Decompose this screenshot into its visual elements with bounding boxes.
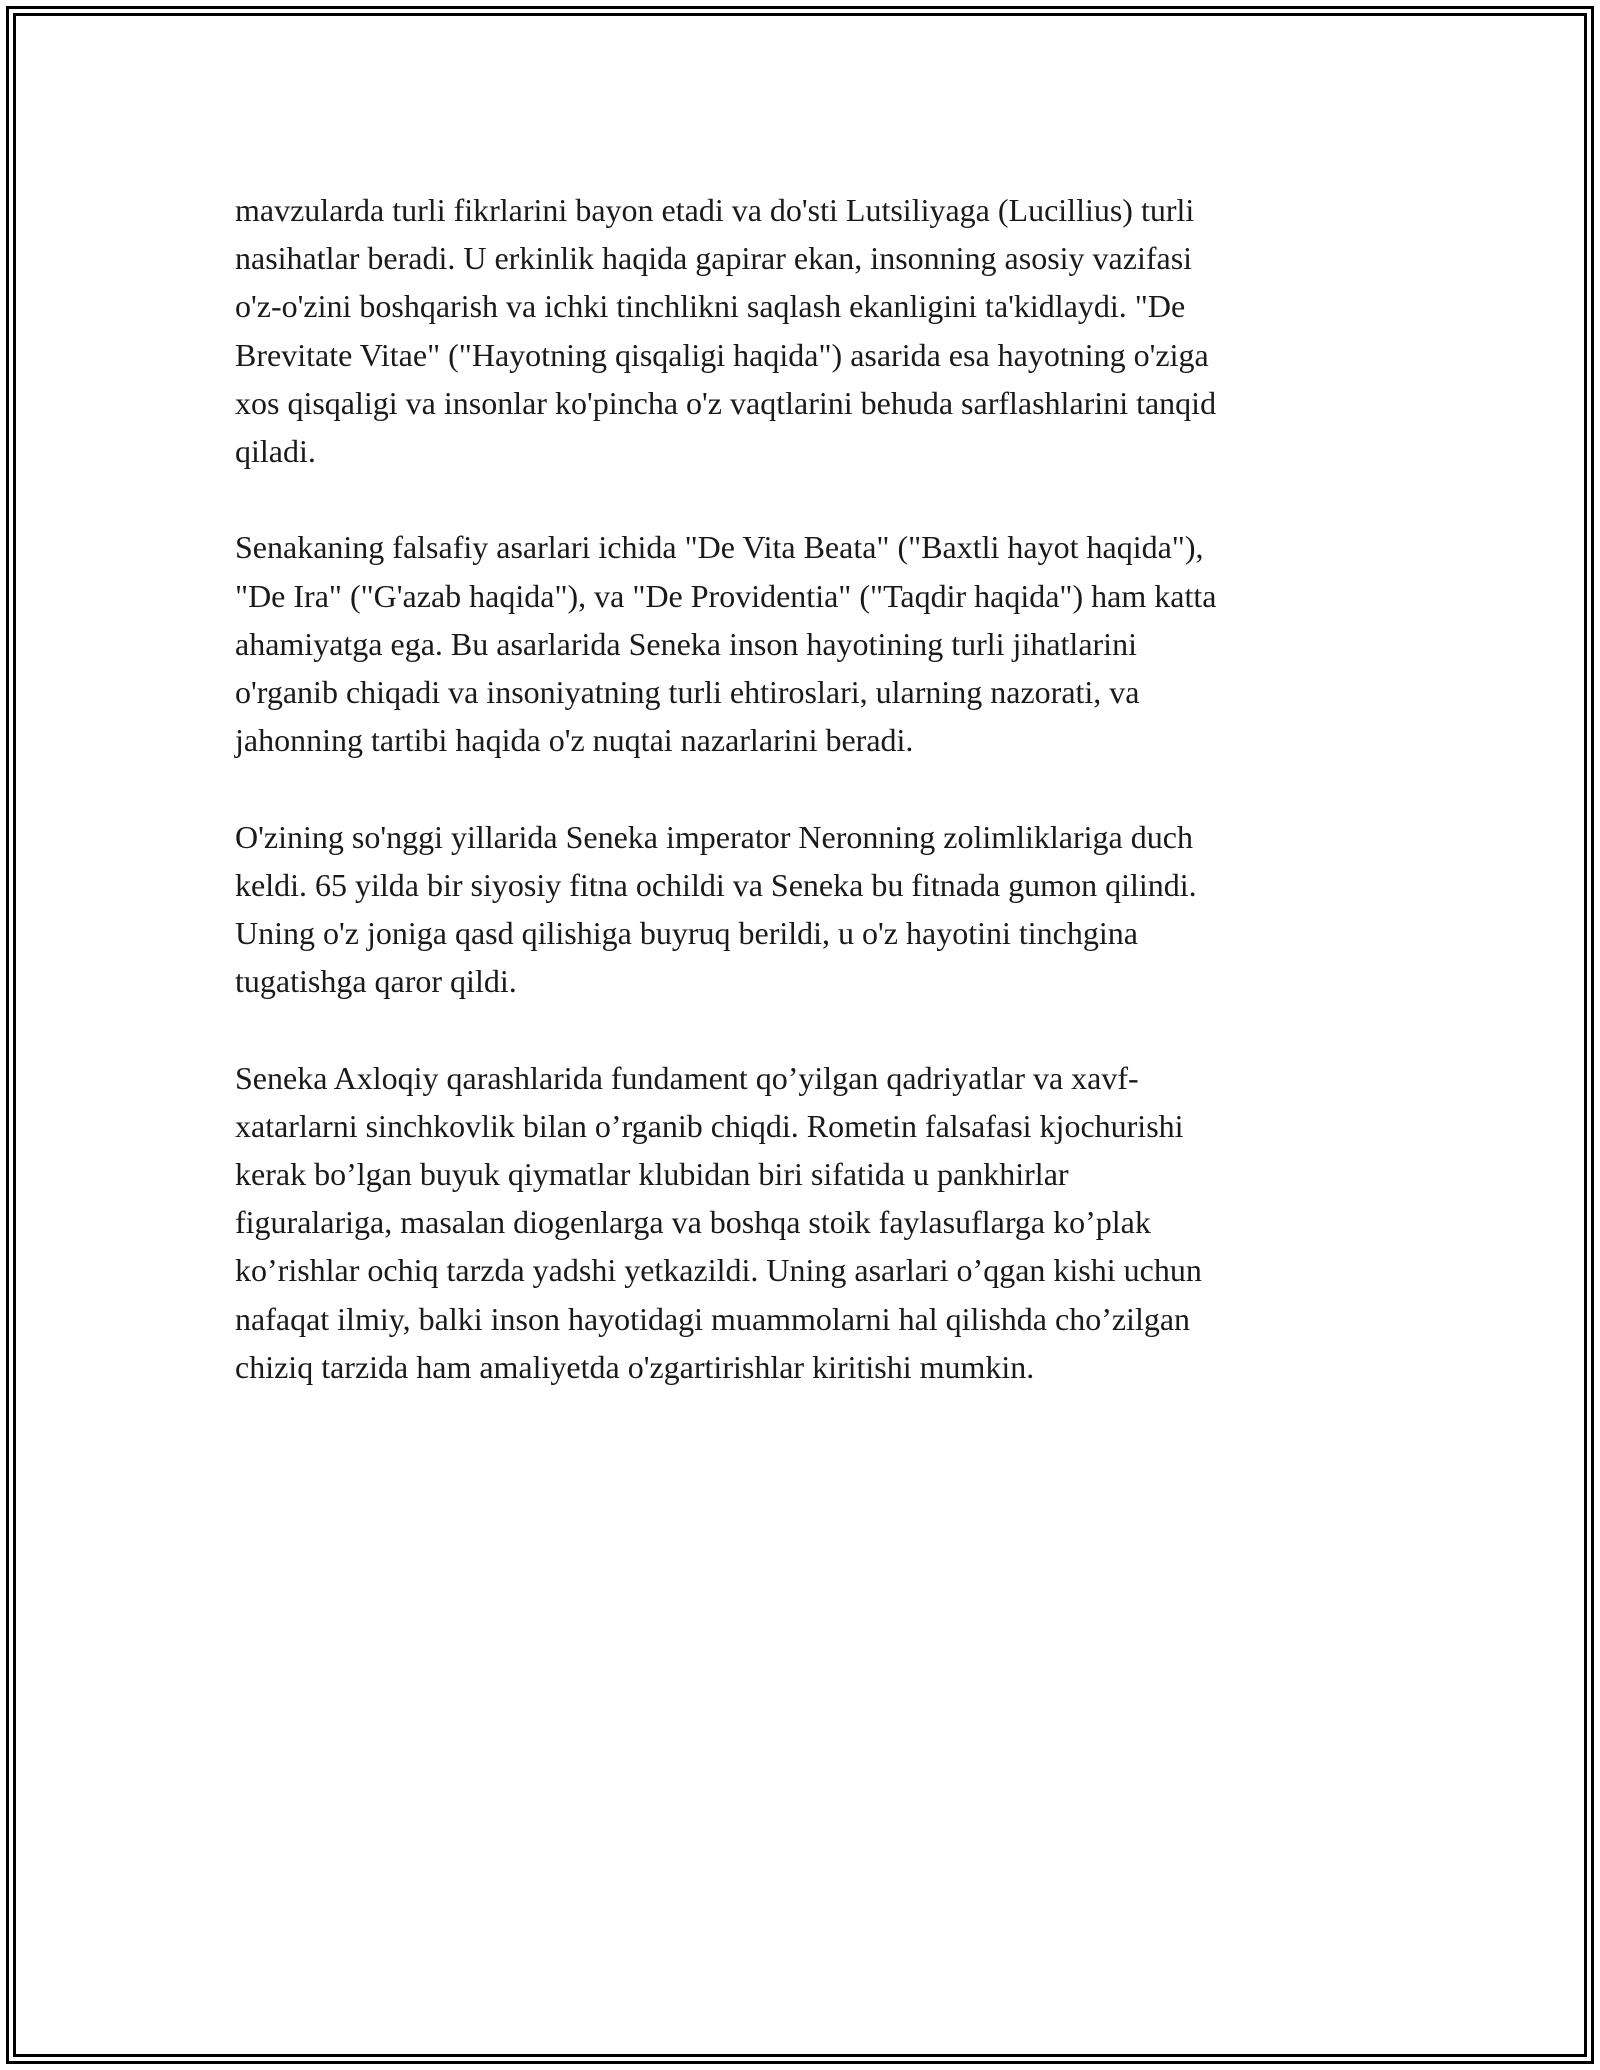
- text-line: kerak bo’lgan buyuk qiymatlar klubidan biri sifatida u pankhirlar: [235, 1156, 1069, 1193]
- text-line: tugatishga qaror qildi.: [235, 963, 517, 1000]
- paragraph-3: [235, 813, 1375, 1006]
- text-line: xos qisqaligi va insonlar ko'pincha o'z vaqtlarini behuda sarflashlarini tanqid: [235, 384, 1217, 421]
- text-line: Seneka Axloqiy qarashlarida fundament qo’yilgan qadriyatlar va xavf-: [235, 1059, 1139, 1096]
- text-line: mavzularda turli fikrlarini bayon etadi va do'sti Lutsiliyaga (Lucillius) turli: [235, 192, 1195, 228]
- text-line: O'zining so'nggi yillarida Seneka imperator Neronning zolimliklariga duch: [235, 818, 1193, 855]
- document-body: [235, 186, 1375, 1439]
- paragraph-2: [235, 523, 1375, 764]
- text-line: jahonning tartibi haqida o'z nuqtai nazarlarini beradi.: [235, 722, 914, 759]
- text-line: keldi. 65 yilda bir siyosiy fitna ochildi va Seneka bu fitnada gumon qilindi.: [235, 866, 1197, 903]
- text-line: xatarlarni sinchkovlik bilan o’rganib chiqdi. Rometin falsafasi kjochurishi: [235, 1107, 1184, 1144]
- text-line: Senakaning falsafiy asarlari ichida "De Vita Beata" ("Baxtli hayot haqida"),: [235, 529, 1204, 566]
- text-line: qiladi.: [235, 433, 316, 470]
- text-line: ko’rishlar ochiq tarzda yadshi yetkazildi. Uning asarlari o’qgan kishi uchun: [235, 1252, 1202, 1289]
- text-line: "De Ira" ("G'azab haqida"), va "De Providentia" ("Taqdir haqida") ham katta: [235, 577, 1217, 614]
- text-line: chiziq tarzida ham amaliyetda o'zgartirishlar kiritishi mumkin.: [235, 1348, 1035, 1385]
- text-line: o'z-o'zini boshqarish va ichki tinchlikni saqlash ekanligini ta'kidlaydi. "De: [235, 288, 1186, 325]
- text-line: nasihatlar beradi. U erkinlik haqida gapirar ekan, insonning asosiy vazifasi: [235, 240, 1193, 277]
- paragraph-1: [235, 186, 1375, 475]
- paragraph-4: [235, 1054, 1375, 1391]
- text-line: ahamiyatga ega. Bu asarlarida Seneka inson hayotining turli jihatlarini: [235, 625, 1137, 662]
- text-line: nafaqat ilmiy, balki inson hayotidagi muammolarni hal qilishda cho’zilgan: [235, 1300, 1191, 1337]
- text-line: Brevitate Vitae" ("Hayotning qisqaligi haqida") asarida esa hayotning o'ziga: [235, 336, 1209, 373]
- text-line: o'rganib chiqadi va insoniyatning turli ehtiroslari, ularning nazorati, va: [235, 674, 1140, 711]
- text-line: figuralariga, masalan diogenlarga va boshqa stoik faylasuflarga ko’plak: [235, 1204, 1151, 1241]
- text-line: Uning o'z joniga qasd qilishiga buyruq berildi, u o'z hayotini tinchgina: [235, 915, 1138, 952]
